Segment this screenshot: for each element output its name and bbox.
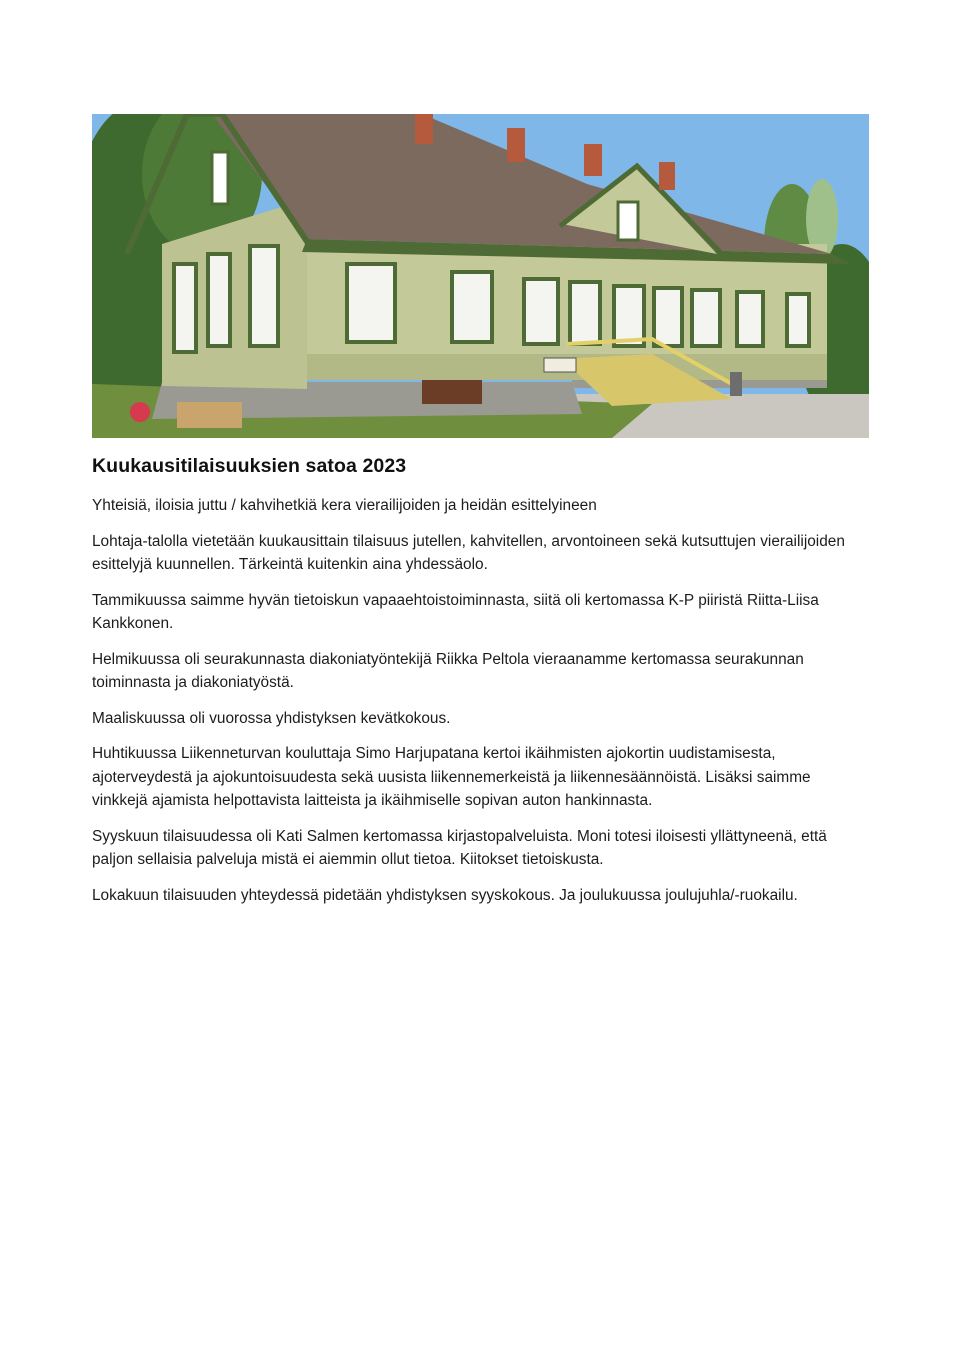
gable-window-top [212,152,228,204]
gable-window-3 [250,246,278,346]
gable-window-1 [174,264,196,352]
paragraph-lohtaja-talo: Lohtaja-talolla vietetään kuukausittain tilaisuus jutellen, kahvitellen, arvontoineen sekä kutsuttujen vierailijoiden esittelyjä kuunnellen. Tärkeintä kuitenkin aina yhdessäolo. [92,532,845,573]
article-heading: Kuukausitilaisuuksien satoa 2023 [92,455,407,477]
chimney-3 [584,144,602,176]
bin [730,372,742,396]
paragraph-maaliskuu: Maaliskuussa oli vuorossa yhdistyksen kevätkokous. [92,709,451,727]
sign-board [544,358,576,372]
flowers [130,402,150,422]
dormer-window [618,202,638,240]
chimney-2 [507,128,525,162]
chimney-1 [415,114,433,144]
building-photo [92,114,869,438]
paragraph-tammikuu: Tammikuussa saimme hyvän tietoiskun vapaaehtoistoiminnasta, siitä oli kertomassa K-P piiristä Riitta-Liisa Kankkonen. [92,591,819,632]
paragraph-lokakuu: Lokakuun tilaisuuden yhteydessä pidetään yhdistyksen syyskokous. Ja joulukuussa joulujuhla/-ruokailu. [92,886,798,904]
paragraph-huhtikuu: Huhtikuussa Liikenneturvan kouluttaja Simo Harjupatana kertoi ikäihmisten ajokortin uudistamisesta, ajoterveydestä ja ajokuntoisuudesta sekä uusista liikennemerkeistä ja liikennesäännöistä. Lisäksi saimme vinkkejä ajamista helpottavista laitteista ja ikäihmiselle sopivan auton hankinnasta. [92,745,811,809]
article-content [92,452,862,919]
building-illustration [92,114,869,438]
gable-window-2 [208,254,230,346]
bench [177,402,242,428]
article-intro: Yhteisiä, iloisia juttu / kahvihetkiä kera vierailijoiden ja heidän esittelyineen [92,497,597,514]
chimney-4 [659,162,675,190]
paragraph-helmikuu: Helmikuussa oli seurakunnasta diakoniatyöntekijä Riikka Peltola vieraanamme kertomassa seurakunnan toiminnasta ja diakoniatyöstä. [92,650,804,691]
garden-furniture [422,380,482,404]
paragraph-syyskuu: Syyskuun tilaisuudessa oli Kati Salmen kertomassa kirjastopalveluista. Moni totesi iloisesti yllättyneenä, että paljon sellaisia palveluja mistä ei aiemmin ollut tietoa. Kiitokset tietoiskusta. [92,827,827,868]
